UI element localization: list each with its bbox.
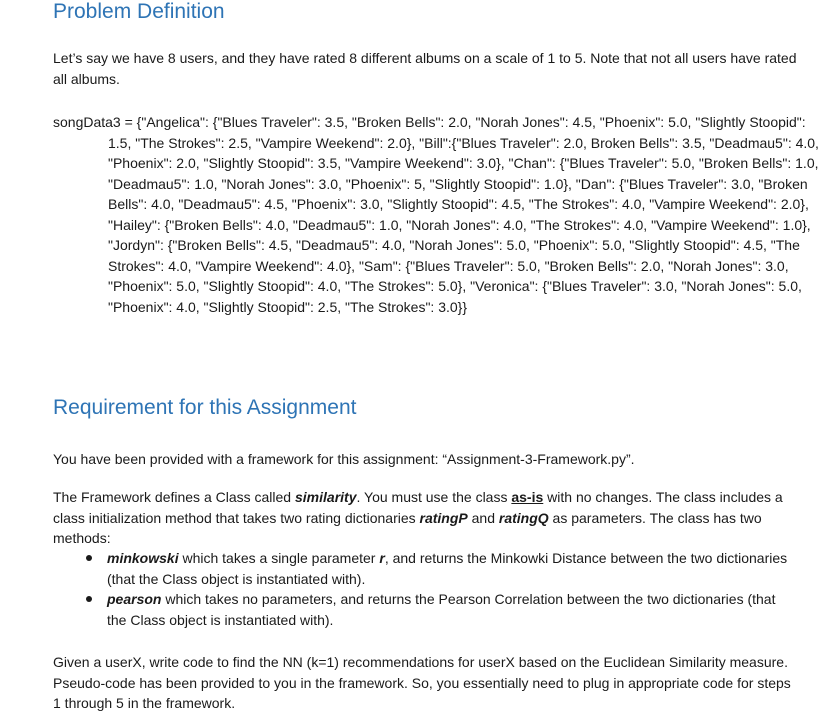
class-text-3: with no changes. The class includes a class initialization method that takes two rating dictionaries [53,489,783,526]
class-description-paragraph [53,487,798,549]
param-ratingp: ratingP [419,509,468,526]
method-text-1: which takes no parameters, and returns the Pearson Correlation between the two dictionaries (that the Class object is instantiated with). [107,591,776,628]
method-item-minkowski [53,548,798,589]
intro-paragraph: Let’s say we have 8 users, and they have rated 8 different albums on a scale of 1 to 5. Note that not all users have rated all albums. [53,50,797,87]
bullet-dot [86,596,92,602]
problem-definition-heading: Problem Definition [53,0,225,23]
method-text-1: which takes a single parameter [178,550,380,566]
as-is-emphasis: as-is [511,489,544,505]
method-name-minkowski: minkowski [107,550,179,566]
class-text-2: . You must use the class [356,489,512,505]
method-param-r: r [379,550,385,566]
method-text-2: , and returns the Minkowki Distance between the two dictionaries (that the Class object is instantiated with). [107,550,788,587]
requirement-heading: Requirement for this Assignment [53,396,357,419]
song-data-paragraph: songData3 = {"Angelica": {"Blues Traveler": 3.5, "Broken Bells": 2.0, "Norah Jones": 4.5, "Phoenix": 5.0, "Slightly Stoopid": 1.5, "The Strokes": 2.5, "Vampire Weekend": 2.0}, "Bill":{"Blues Traveler": 2.0, Broken Bells": 3.5, "Deadmau5": 4.0, "Phoenix": 2.0, "Slightly Stoopid": 3.5, "Vampire Weekend": 3.0}, "Chan": {"Blues Traveler": 5.0, "Broken Bells": 1.0, "Deadmau5": 1.0, "Norah Jones": 3.0, "Phoenix": 5, "Slightly Stoopid": 1.0}, "Dan": {"Blues Traveler": 3.0, "Broken Bells": 4.0, "Deadmau5": 4.5, "Phoenix": 3.0, "Slightly Stoopid": 4.5, "The Strokes": 4.0, "Vampire Weekend": 2.0}, "Hailey": {"Broken Bells": 4.0, "Deadmau5": 1.0, "Norah Jones": 4.0, "The Strokes": 4.0, "Vampire Weekend": 1.0}, "Jordyn": {"Broken Bells": 4.5, "Deadmau5": 4.0, "Norah Jones": 5.0, "Phoenix": 5.0, "Slightly Stoopid": 4.5, "The Strokes": 4.0, "Vampire Weekend": 4.0}, "Sam": {"Blues Traveler": 5.0, "Broken Bells": 2.0, "Norah Jones": 3.0, "Phoenix": 5.0, "Slightly Stoopid": 4.0, "The Strokes": 5.0}, "Veronica": {"Blues Traveler": 3.0, "Norah Jones": 5.0, "Phoenix": 4.0, "Slightly Stoopid": 2.5, "The Strokes": 3.0}} [53,114,819,315]
method-name-pearson: pearson [107,591,162,607]
class-text-4: as parameters. The class has two methods: [53,509,762,546]
class-text-and: and [467,509,499,526]
framework-paragraph: You have been provided with a framework for this assignment: “Assignment-3-Framework.py”. [53,451,635,467]
class-text-1: The Framework defines a Class called [53,489,295,505]
bullet-dot [86,555,92,561]
param-ratingq: ratingQ [498,509,549,526]
method-item-pearson [53,589,798,630]
methods-list [53,548,798,630]
given-userx-paragraph: Given a userX, write code to find the NN (k=1) recommendations for userX based on the Euclidean Similarity measure. Pseudo-code has been provided to you in the framework. So, you essentially need to plug in appropriate code for steps 1 through 5 in the framework. [53,654,791,711]
class-name-similarity: similarity [295,489,357,505]
